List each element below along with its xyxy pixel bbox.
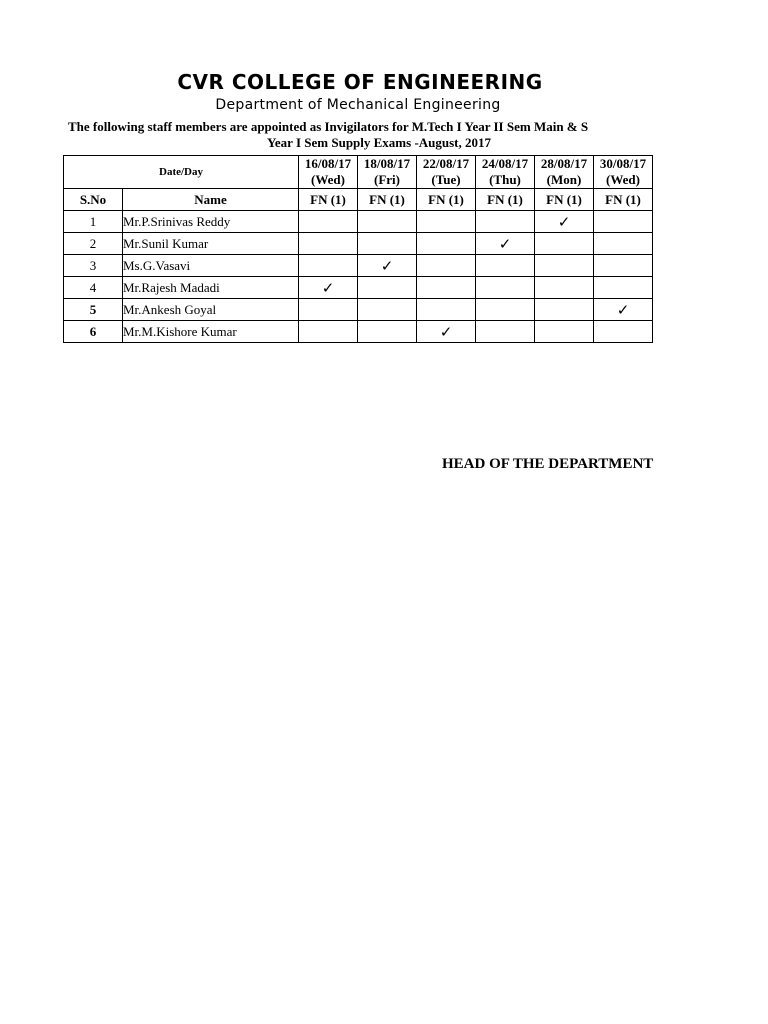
column-header-row bbox=[64, 189, 653, 211]
empty-cell bbox=[358, 299, 417, 321]
date-text: 30/08/17 bbox=[599, 156, 647, 171]
serial-number: 3 bbox=[64, 255, 123, 277]
date-header-row bbox=[64, 156, 653, 189]
serial-number: 4 bbox=[64, 277, 123, 299]
date-header-5 bbox=[594, 156, 653, 189]
table-row bbox=[64, 299, 653, 321]
day-text: (Fri) bbox=[374, 172, 400, 187]
table-row bbox=[64, 211, 653, 233]
day-text: (Tue) bbox=[431, 172, 461, 187]
session-header-5: FN (1) bbox=[594, 189, 653, 211]
sno-header: S.No bbox=[64, 189, 123, 211]
session-header-4: FN (1) bbox=[535, 189, 594, 211]
date-header-4 bbox=[535, 156, 594, 189]
empty-cell bbox=[594, 233, 653, 255]
empty-cell bbox=[594, 255, 653, 277]
table-row bbox=[64, 321, 653, 343]
day-text: (Thu) bbox=[489, 172, 521, 187]
date-text: 24/08/17 bbox=[481, 156, 529, 171]
empty-cell bbox=[299, 255, 358, 277]
notice-line-2: Year I Sem Supply Exams -August, 2017 bbox=[266, 135, 492, 150]
session-header-3: FN (1) bbox=[476, 189, 535, 211]
empty-cell bbox=[476, 255, 535, 277]
empty-cell bbox=[476, 321, 535, 343]
college-title: CVR COLLEGE OF ENGINEERING bbox=[177, 70, 543, 94]
staff-name: Mr.P.Srinivas Reddy bbox=[123, 211, 299, 233]
empty-cell bbox=[299, 299, 358, 321]
date-text: 28/08/17 bbox=[540, 156, 588, 171]
staff-name: Mr.M.Kishore Kumar bbox=[123, 321, 299, 343]
empty-cell bbox=[594, 211, 653, 233]
empty-cell bbox=[417, 299, 476, 321]
empty-cell bbox=[594, 321, 653, 343]
session-header-2: FN (1) bbox=[417, 189, 476, 211]
serial-number: 1 bbox=[64, 211, 123, 233]
date-text: 18/08/17 bbox=[363, 156, 411, 171]
day-text: (Mon) bbox=[546, 172, 582, 187]
date-text: 22/08/17 bbox=[422, 156, 470, 171]
check-mark-icon: ✓ bbox=[299, 277, 358, 299]
empty-cell bbox=[535, 233, 594, 255]
serial-number: 5 bbox=[64, 299, 123, 321]
staff-name: Mr.Sunil Kumar bbox=[123, 233, 299, 255]
staff-name: Mr.Ankesh Goyal bbox=[123, 299, 299, 321]
day-text: (Wed) bbox=[606, 172, 640, 187]
date-header-0 bbox=[299, 156, 358, 189]
date-header-2 bbox=[417, 156, 476, 189]
day-text: (Wed) bbox=[311, 172, 345, 187]
serial-number: 6 bbox=[64, 321, 123, 343]
empty-cell bbox=[299, 211, 358, 233]
check-mark-icon: ✓ bbox=[358, 255, 417, 277]
date-header-1 bbox=[358, 156, 417, 189]
empty-cell bbox=[299, 321, 358, 343]
empty-cell bbox=[358, 321, 417, 343]
empty-cell bbox=[535, 321, 594, 343]
name-header: Name bbox=[123, 189, 299, 211]
date-day-label: Date/Day bbox=[64, 156, 299, 189]
check-mark-icon: ✓ bbox=[594, 299, 653, 321]
empty-cell bbox=[535, 255, 594, 277]
empty-cell bbox=[594, 277, 653, 299]
table-row bbox=[64, 277, 653, 299]
empty-cell bbox=[417, 277, 476, 299]
empty-cell bbox=[476, 299, 535, 321]
empty-cell bbox=[417, 211, 476, 233]
staff-name: Mr.Rajesh Madadi bbox=[123, 277, 299, 299]
empty-cell bbox=[535, 277, 594, 299]
date-text: 16/08/17 bbox=[304, 156, 352, 171]
table-row bbox=[64, 233, 653, 255]
notice-line-1: The following staff members are appointed as Invigilators for M.Tech I Year II Sem Main & S bbox=[68, 119, 589, 134]
serial-number: 2 bbox=[64, 233, 123, 255]
hod-signature-label: HEAD OF THE DEPARTMENT bbox=[442, 456, 654, 472]
empty-cell bbox=[417, 255, 476, 277]
check-mark-icon: ✓ bbox=[476, 233, 535, 255]
check-mark-icon: ✓ bbox=[535, 211, 594, 233]
table-row bbox=[64, 255, 653, 277]
date-header-3 bbox=[476, 156, 535, 189]
empty-cell bbox=[476, 277, 535, 299]
empty-cell bbox=[358, 277, 417, 299]
empty-cell bbox=[358, 233, 417, 255]
signature-clip bbox=[430, 454, 656, 478]
empty-cell bbox=[476, 211, 535, 233]
staff-name: Ms.G.Vasavi bbox=[123, 255, 299, 277]
empty-cell bbox=[358, 211, 417, 233]
department-name: Department of Mechanical Engineering bbox=[215, 97, 501, 113]
invigilation-table bbox=[63, 155, 653, 343]
check-mark-icon: ✓ bbox=[417, 321, 476, 343]
session-header-0: FN (1) bbox=[299, 189, 358, 211]
empty-cell bbox=[535, 299, 594, 321]
session-header-1: FN (1) bbox=[358, 189, 417, 211]
empty-cell bbox=[417, 233, 476, 255]
empty-cell bbox=[299, 233, 358, 255]
